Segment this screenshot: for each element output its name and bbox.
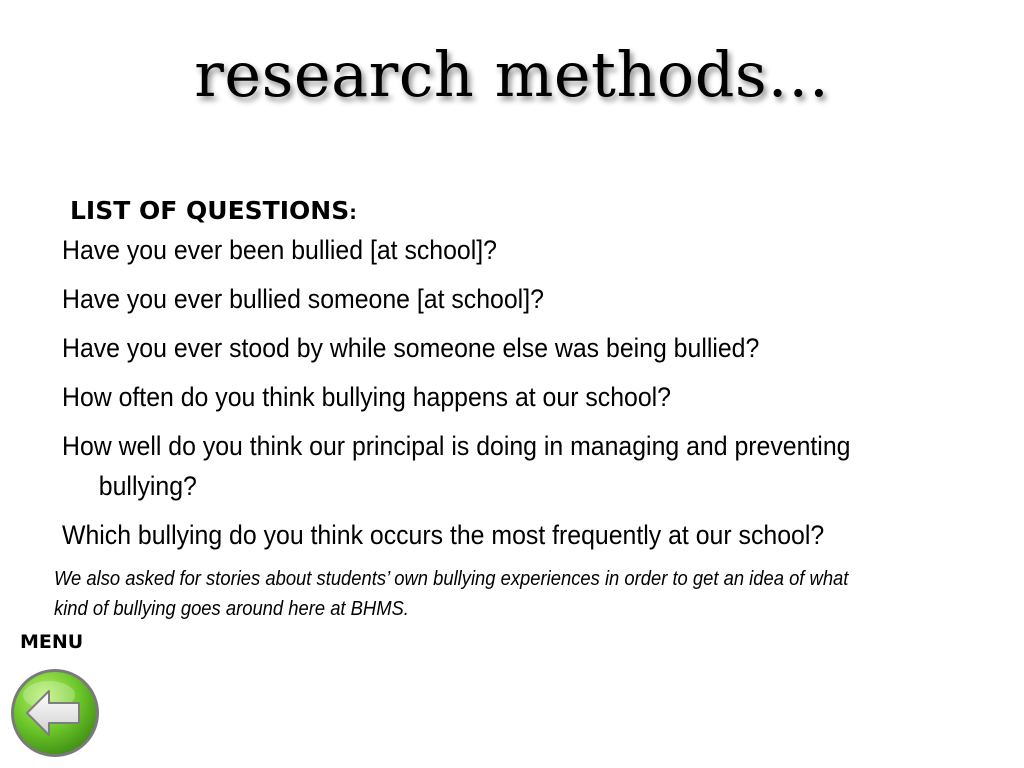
menu-label: MENU	[20, 631, 84, 653]
section-heading	[70, 196, 357, 225]
slide-title: research methods…	[194, 38, 830, 111]
question-item: Have you ever bullied someone [at school]?	[62, 284, 544, 314]
question-item: Which bullying do you think occurs the most frequently at our school?	[62, 520, 825, 550]
back-button[interactable]	[9, 667, 101, 759]
question-item: Have you ever been bullied [at school]?	[62, 235, 497, 265]
question-item: How well do you think our principal is doing in managing and preventing bullying?	[62, 431, 851, 501]
research-note: We also asked for stories about students’ own bullying experiences in order to get an idea of what kind of bullying goes around here at BHMS.	[54, 568, 849, 620]
question-item: Have you ever stood by while someone else was being bullied?	[62, 333, 760, 363]
section-heading-text: LIST OF QUESTIONS	[70, 196, 350, 225]
back-arrow-icon	[9, 667, 101, 759]
section-heading-colon: :	[349, 202, 357, 224]
question-item: How often do you think bullying happens at our school?	[62, 382, 671, 412]
question-list	[62, 230, 908, 564]
